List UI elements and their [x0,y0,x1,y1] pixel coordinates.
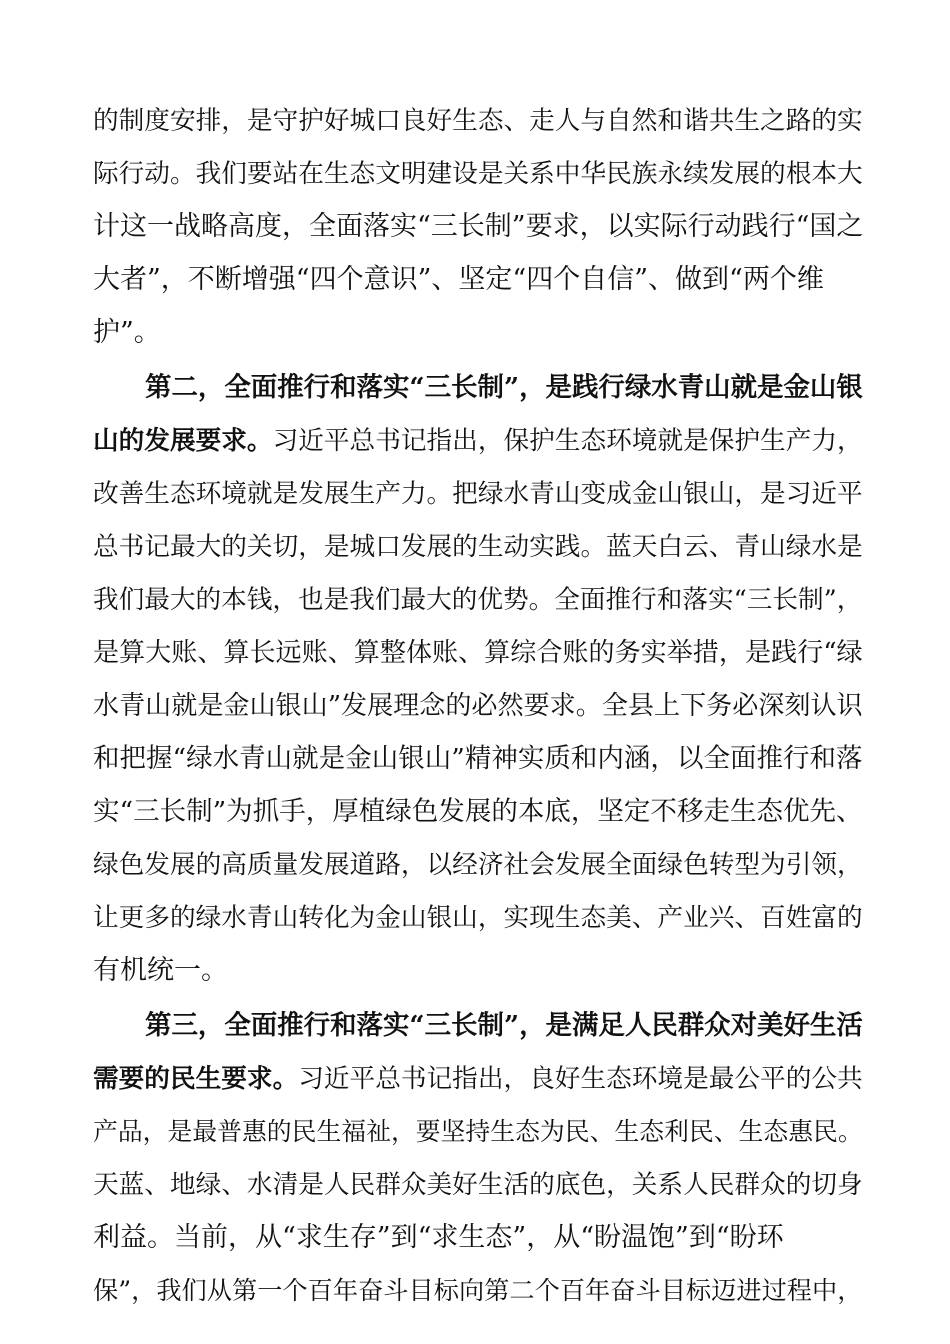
paragraph-3-heading: 第三，全面推行和落实“三长制”，是满足人民群众对美好生活 [145,1010,863,1041]
text-line: 是算大账、算长远账、算整体账、算综合账的务实举措，是践行“绿 [93,638,863,668]
text-line: 利益。当前，从“求生存”到“求生态”，从“盼温饱”到“盼环 [93,1222,784,1253]
text-line: 的制度安排，是守护好城口良好生态、走人与自然和谐共生之路的实 [93,106,863,136]
text-line: 大者”，不断增强“四个意识”、坚定“四个自信”、做到“两个维 [93,264,824,295]
text-line: 改善生态环境就是发展生产力。把绿水青山变成金山银山，是习近平 [93,479,863,509]
text-line: 水青山就是金山银山”发展理念的必然要求。全县上下务必深刻认识 [93,691,863,721]
text-line: 实“三长制”为抓手，厚植绿色发展的本底，坚定不移走生态优先、 [93,796,863,827]
text-line: 和把握“绿水青山就是金山银山”精神实质和内涵，以全面推行和落 [93,743,863,774]
text-line: 天蓝、地绿、水清是人民群众美好生活的底色，关系人民群众的切身 [93,1170,863,1200]
paragraph-2-heading-end: 山的发展要求。 [93,426,273,456]
paragraph-2-line [93,421,863,461]
paragraph-3-line [93,1059,863,1099]
text-line: 绿色发展的高质量发展道路，以经济社会发展全面绿色转型为引领， [93,850,863,880]
text-line: 计这一战略高度，全面落实“三长制”要求，以实际行动践行“国之 [93,211,864,242]
text-line: 我们最大的本钱，也是我们最大的优势。全面推行和落实“三长制”， [93,585,863,615]
paragraph-3-text: 习近平总书记指出，良好生态环境是最公平的公共 [298,1064,863,1094]
paragraph-3-heading-end: 需要的民生要求。 [93,1064,299,1094]
text-line: 护”。 [93,317,161,348]
paragraph-2-text: 习近平总书记指出，保护生态环境就是保护生产力， [272,426,863,456]
paragraph-2-heading: 第二，全面推行和落实“三长制”，是践行绿水青山就是金山银 [145,372,863,403]
text-line: 保”，我们从第一个百年奋斗目标向第二个百年奋斗目标迈进过程中， [93,1276,863,1305]
text-line: 产品，是最普惠的民生福祉，要坚持生态为民、生态利民、生态惠民。 [93,1117,863,1146]
text-line: 有机统一。 [93,955,228,986]
text-line: 总书记最大的关切，是城口发展的生动实践。蓝天白云、青山绿水是 [93,532,863,562]
text-line: 让更多的绿水青山转化为金山银山，实现生态美、产业兴、百姓富的 [93,903,863,933]
text-line: 际行动。我们要站在生态文明建设是关系中华民族永续发展的根本大 [93,159,863,189]
